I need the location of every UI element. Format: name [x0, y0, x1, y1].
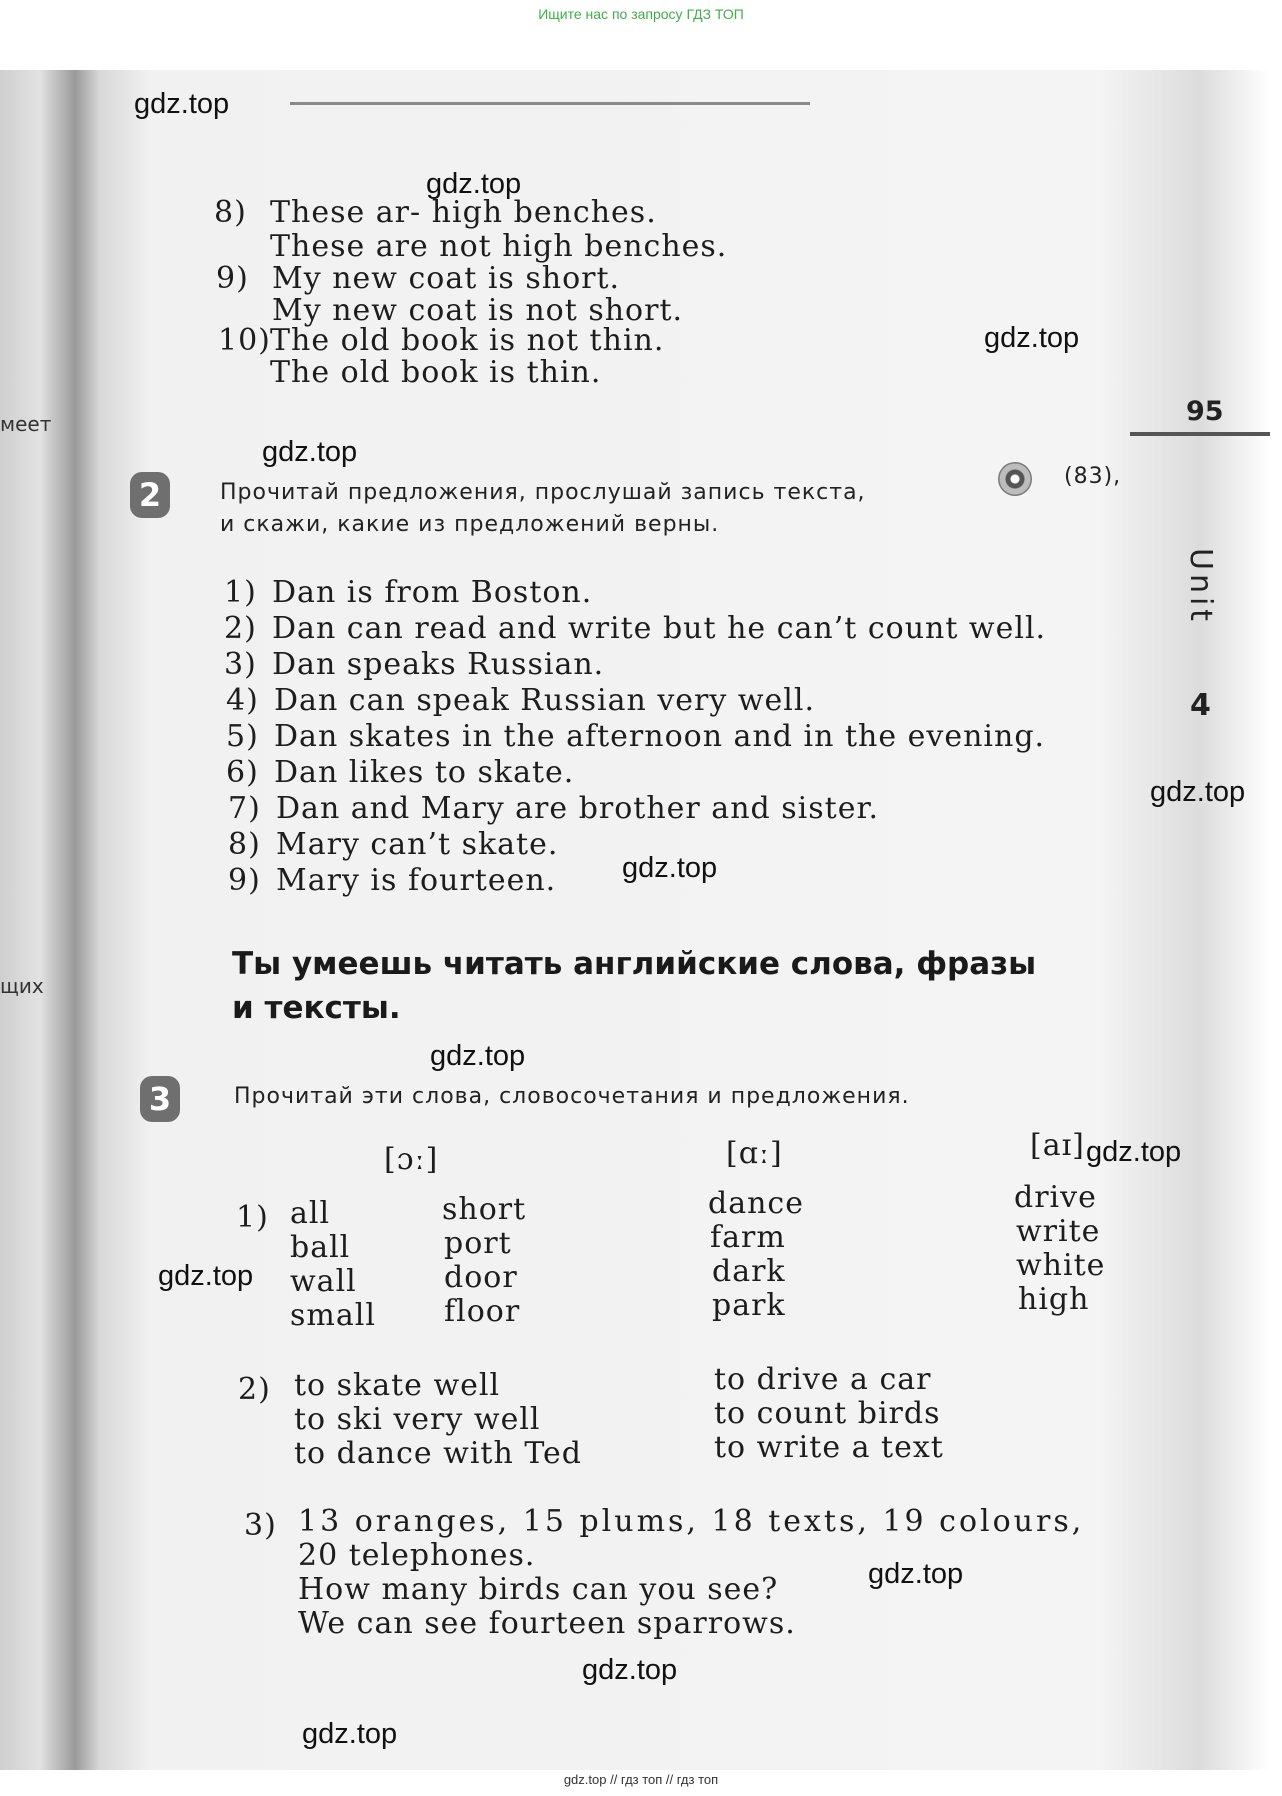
word: white: [1016, 1248, 1106, 1283]
sentence: 20 telephones.: [298, 1538, 536, 1573]
watermark: gdz.top: [984, 322, 1080, 354]
header-note: Ищите нас по запросу ГДЗ ТОП: [538, 6, 744, 22]
ex1-line: These are not high benches.: [270, 229, 728, 264]
ex2-statement: 8) Mary can’t skate.: [228, 827, 559, 862]
sentence: How many birds can you see?: [298, 1572, 779, 1607]
ex1-line: 9) My new coat is short.: [216, 261, 621, 296]
phrase: to write a text: [714, 1430, 944, 1465]
sound-label: [aɪ]: [1030, 1128, 1085, 1163]
word: dance: [708, 1186, 804, 1221]
exercise-3-badge: 3: [140, 1076, 180, 1122]
ex1-line: 8) These ar- high benches.: [214, 195, 657, 230]
word: short: [442, 1192, 527, 1227]
ex2-statement: 2) Dan can read and write but he can’t count well.: [224, 611, 1047, 646]
part-number: 2): [238, 1372, 271, 1407]
part-number: 3): [244, 1508, 277, 1543]
exercise-2-instruction: Прочитай предложения, прослушай запись текста,: [220, 480, 866, 505]
sound-label: [ɑː]: [726, 1136, 783, 1171]
watermark: gdz.top: [622, 852, 718, 884]
word: all: [290, 1196, 331, 1231]
ex1-line: The old book is thin.: [270, 355, 602, 390]
footer-note: gdz.top // гдз топ // гдз топ: [563, 1772, 719, 1787]
exercise-2-instruction-cont: и скажи, какие из предложений верны.: [220, 512, 720, 537]
ex2-statement: 4) Dan can speak Russian very well.: [226, 683, 816, 718]
page-number: 95: [1186, 396, 1224, 427]
word: door: [444, 1260, 518, 1295]
ex2-statement: 7) Dan and Mary are brother and sister.: [228, 791, 880, 826]
word: ball: [290, 1230, 351, 1265]
phrase: to ski very well: [294, 1402, 541, 1437]
phrase: to drive a car: [714, 1362, 932, 1397]
top-rule: [290, 102, 810, 105]
ex2-statement: 1) Dan is from Boston.: [224, 575, 593, 610]
word: wall: [290, 1264, 357, 1299]
phrase: to skate well: [294, 1368, 501, 1403]
watermark: gdz.top: [1086, 1136, 1182, 1168]
word: park: [712, 1288, 786, 1323]
watermark: gdz.top: [262, 436, 358, 468]
ex2-statement: 9) Mary is fourteen.: [228, 863, 557, 898]
word: drive: [1014, 1180, 1097, 1215]
watermark: gdz.top: [1150, 776, 1246, 808]
watermark: gdz.top: [302, 1718, 398, 1750]
sentence: 13 oranges, 15 plums, 18 texts, 19 colours,: [298, 1504, 1085, 1539]
ex2-statement: 6) Dan likes to skate.: [226, 755, 575, 790]
watermark: gdz.top: [582, 1654, 678, 1686]
margin-word: меет: [0, 412, 52, 436]
watermark: gdz.top: [868, 1558, 964, 1590]
unit-number: 4: [1190, 688, 1211, 723]
page-number-rule: [1130, 432, 1270, 436]
phrase: to count birds: [714, 1396, 941, 1431]
watermark: gdz.top: [134, 88, 230, 120]
ex1-line: 10)The old book is not thin.: [218, 323, 665, 358]
sentence: We can see fourteen sparrows.: [298, 1606, 796, 1641]
section-heading-cont: и тексты.: [232, 990, 401, 1026]
watermark: gdz.top: [430, 1040, 526, 1072]
section-heading: Ты умеешь читать английские слова, фразы: [232, 946, 1037, 982]
watermark: gdz.top: [426, 168, 522, 200]
unit-label: Unit: [1183, 548, 1218, 626]
word: small: [290, 1298, 376, 1333]
ex2-statement: 5) Dan skates in the afternoon and in the evening.: [226, 719, 1046, 754]
watermark: gdz.top: [158, 1260, 254, 1292]
word: dark: [712, 1254, 786, 1289]
part-number: 1): [236, 1200, 269, 1235]
phrase: to dance with Ted: [294, 1436, 582, 1471]
audio-track-number: (83),: [1064, 464, 1122, 489]
exercise-2-badge: 2: [130, 472, 170, 518]
word: farm: [710, 1220, 786, 1255]
sound-label: [ɔː]: [384, 1142, 439, 1177]
ex2-statement: 3) Dan speaks Russian.: [224, 647, 605, 682]
word: high: [1018, 1282, 1090, 1317]
margin-word: щих: [0, 974, 44, 998]
ex1-line: My new coat is not short.: [272, 293, 684, 328]
word: floor: [444, 1294, 521, 1329]
exercise-3-instruction: Прочитай эти слова, словосочетания и предложения.: [234, 1084, 910, 1109]
word: write: [1016, 1214, 1101, 1249]
audio-cd-icon: [998, 462, 1032, 496]
word: port: [444, 1226, 512, 1261]
